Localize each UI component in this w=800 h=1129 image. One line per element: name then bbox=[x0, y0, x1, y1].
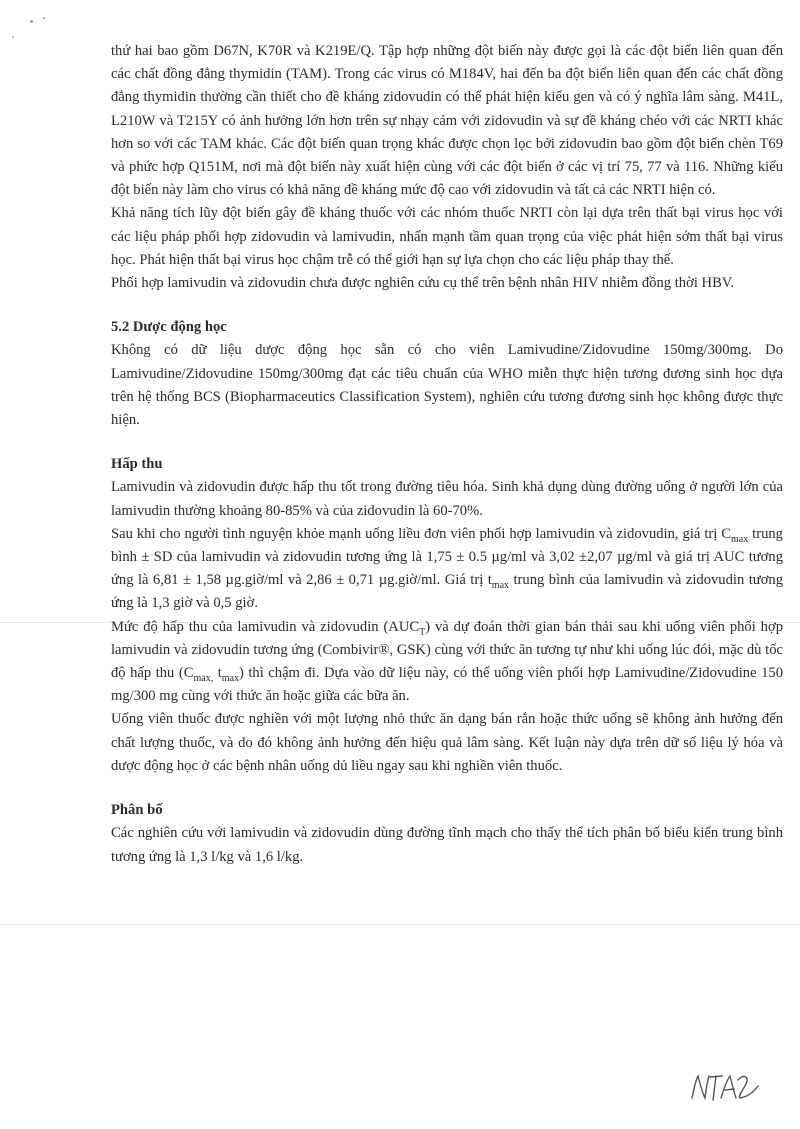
paragraph-absorption-cmax: Sau khi cho người tình nguyện khỏe mạnh uống liều đơn viên phối hợp lamivudin và zidovudin, giá trị $C_{max}$ trung bình ± SD của lamivudin và zidovudin tương ứng là 1,75 ± 0.5 µg/ml và 3,02 ±2,07 µg/ml và giá trị AUC tương ứng là 6,81 ± 1,58 µg.giờ/ml và 2,86 ± 0,71 µg.giờ/ml. Giá trị $t_{max}$ trung bình của lamivudin và zidovudin tương ứng là 1,3 giờ và 0,5 giờ. bbox=[111, 525, 784, 612]
scan-speck bbox=[30, 20, 33, 23]
paragraph-resistance-accumulation: Khả năng tích lũy đột biến gây đề kháng thuốc với các nhóm thuốc NRTI còn lại dựa trên thất bại virus học với các liệu pháp phối hợp zidovudin và lamivudin, nhấn mạnh tầm quan trọng của việc phát hiện sớm thất bại virus học. Phát hiện thất bại virus học chậm trễ có thể giới hạn sự lựa chọn cho các liệu pháp thay thế. bbox=[111, 205, 783, 268]
document-body bbox=[111, 40, 783, 869]
scan-speck bbox=[12, 36, 14, 38]
scan-artifact-line bbox=[0, 924, 800, 925]
paragraph-absorption-food-effect: Mức độ hấp thu của lamivudin và zidovudin $(AUC_T)$ và dự đoán thời gian bán thải sau khi uống viên phối hợp lamivudin và zidovudin tương ứng (Combivir®, GSK) cùng với thức ăn tương tự như khi uống lúc đói, mặc dù tốc độ hấp thu ($C_{max,}$ $t_{max}$) thì chậm đi. Dựa vào dữ liệu này, có thể uống viên phối hợp Lamivudine/Zidovudine 150 mg/300 mg cùng với thức ăn hoặc giữa các bữa ăn. bbox=[111, 618, 783, 705]
paragraph-pk-intro: Không có dữ liệu dược động học sẵn có cho viên Lamivudine/Zidovudine 150mg/300mg. Do Lamivudine/Zidovudine 150mg/300mg đạt các tiêu chuẩn của WHO miễn thực hiện tương đương sinh học dựa trên hệ thống BCS (Biopharmaceutics Classification System), nghiên cứu tương đương sinh học không được thực hiện. bbox=[111, 342, 783, 429]
paragraph-absorption-bioavailability: Lamivudin và zidovudin được hấp thu tốt trong đường tiêu hóa. Sinh khả dụng dùng đường uống ở người lớn của lamivudin thường khoảng 80-85% và của zidovudin là 60-70%. bbox=[111, 479, 783, 519]
scan-speck bbox=[43, 17, 45, 19]
handwritten-initials-signature bbox=[688, 1068, 762, 1106]
paragraph-distribution: Các nghiên cứu với lamivudin và zidovudin dùng đường tĩnh mạch cho thấy thể tích phân bố biểu kiến trung bình tương ứng là 1,3 l/kg và 1,6 l/kg. bbox=[111, 825, 783, 865]
heading-absorption: Hấp thu bbox=[111, 456, 163, 473]
paragraph-hbv-coinfection: Phối hợp lamivudin và zidovudin chưa được nghiên cứu cụ thể trên bệnh nhân HIV nhiễm đồng thời HBV. bbox=[111, 275, 735, 292]
heading-pharmacokinetics: 5.2 Dược động học bbox=[111, 319, 227, 336]
paragraph-resistance-mutations: thứ hai bao gồm D67N, K70R và K219E/Q. Tập hợp những đột biến này được gọi là các đột biến liên quan đến các chất đồng đẳng thymidin (TAM). Trong các virus có M184V, hai đến ba đột biến liên quan đến các chất đồng đẳng thymidin thường cần thiết cho đề kháng zidovudin có thể phát hiện kiểu gen và có ý nghĩa lâm sàng. M41L, L210W và T215Y có ảnh hưởng lớn hơn trên sự nhạy cảm với zidovudin và sự đề kháng chéo với các NRTI khác hơn so với các TAM khác. Các đột biến quan trọng khác được chọn lọc bởi zidovudin bao gồm đột biến chèn T69 và phức hợp Q151M, nơi mà đột biến này xuất hiện cùng với các đột biến ở các vị trí 75, 77 và 116. Những kiểu đột biến này làm cho virus có khả năng đề kháng mức độ cao với zidovudin và tất cả các NRTI hiện có. bbox=[111, 43, 783, 199]
paragraph-crushed-tablet: Uống viên thuốc được nghiền với một lượng nhỏ thức ăn dạng bán rắn hoặc thức uống sẽ không ảnh hưởng đến chất lượng thuốc, và do đó không ảnh hưởng đến hiệu quả lâm sàng. Kết luận này dựa trên dữ số liệu lý hóa và dược động học ở các bệnh nhân uống dủ liều ngay sau khi nghiền viên thuốc. bbox=[111, 711, 783, 774]
heading-distribution: Phân bố bbox=[111, 802, 163, 819]
